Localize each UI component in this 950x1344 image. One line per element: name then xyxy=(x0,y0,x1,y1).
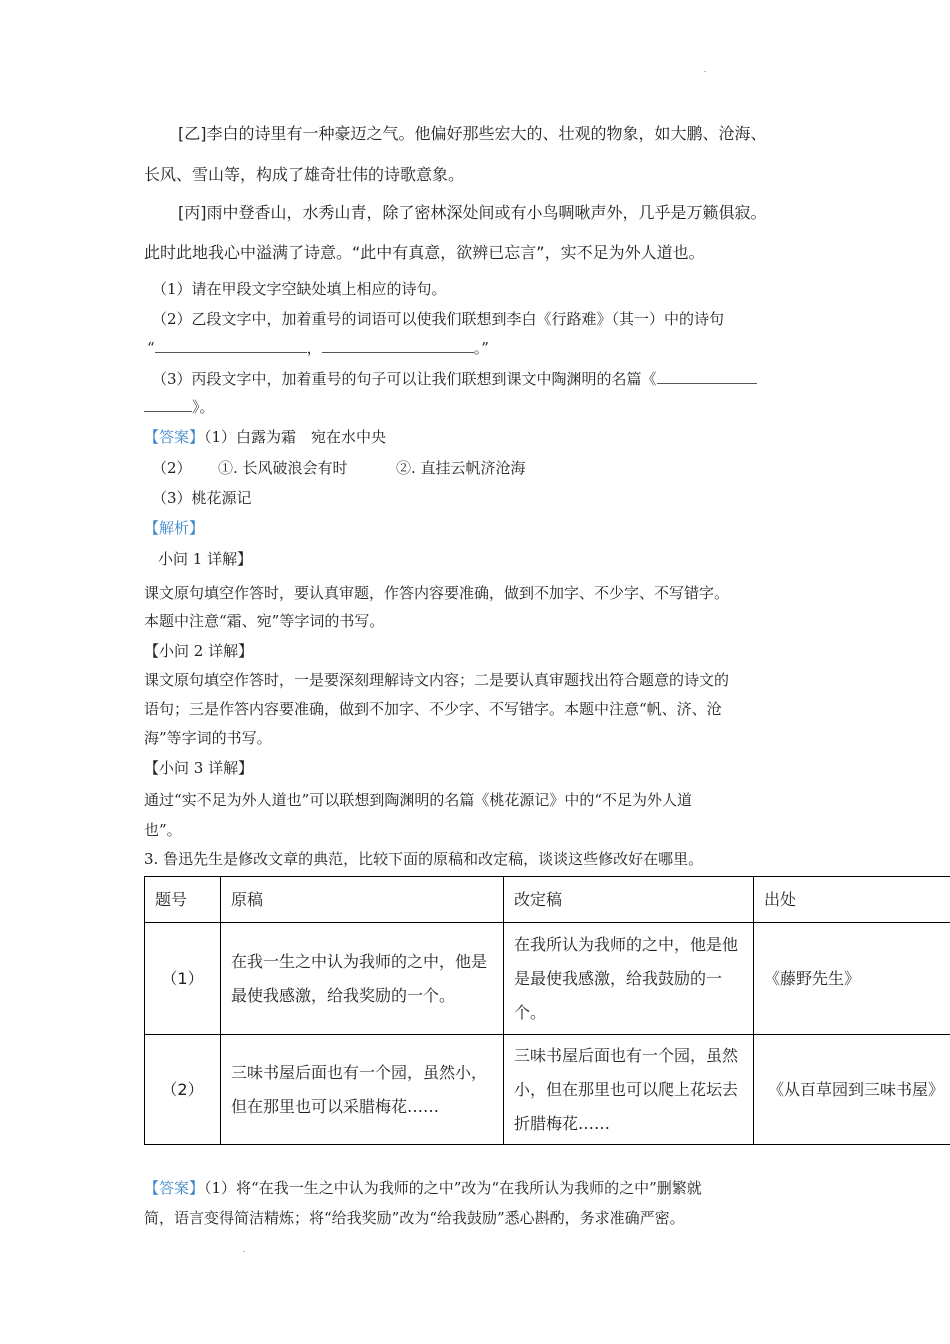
quote-close: 。” xyxy=(473,339,489,357)
final-answer-text: （1）将“在我一生之中认为我师的之中”改为“在我所认为我师的之中”删繁就 xyxy=(204,1179,702,1197)
question-3-text: （3）丙段文字中，加着重号的句子可以让我们联想到课文中陶渊明的名篇《 xyxy=(152,370,657,388)
table-row xyxy=(145,923,950,1035)
sub3-line1: 通过“实不足为外人道也”可以联想到陶渊明的名篇《桃花源记》中的“不足为外人道 xyxy=(144,791,693,809)
fill-blank-1[interactable] xyxy=(155,338,307,353)
question-1: （1）请在甲段文字空缺处填上相应的诗句。 xyxy=(152,280,447,298)
fill-blank-3a[interactable] xyxy=(657,369,757,384)
row-revised: 在我所认为我师的之中，他是他是最使我感激，给我鼓励的一个。 xyxy=(504,923,754,1035)
sub1-line2: 本题中注意“霜、宛”等字词的书写。 xyxy=(144,612,385,630)
quote-open: “ xyxy=(147,339,155,357)
sub2-line2: 语句；三是作答内容要准确，做到不加字、不少字、不写错字。本题中注意“帆、济、沧 xyxy=(144,700,722,718)
page-speck-top xyxy=(704,71,706,72)
final-answer-line1 xyxy=(144,1177,702,1198)
header-source: 出处 xyxy=(754,877,950,923)
sub3-title: 【小问 3 详解】 xyxy=(144,759,254,777)
answer-2b: ②. 直挂云帆济沧海 xyxy=(396,459,526,477)
paragraph-yi-line2: 长风、雪山等，构成了雄奇壮伟的诗歌意象。 xyxy=(144,165,465,184)
answer-2-number: （2） xyxy=(152,459,192,477)
final-answer-label: 【答案】 xyxy=(144,1179,205,1197)
row-original: 在我一生之中认为我师的之中，他是最使我感激，给我奖励的一个。 xyxy=(221,923,504,1035)
paragraph-yi-line1: [乙]李白的诗里有一种豪迈之气。他偏好那些宏大的、壮观的物象，如大鹏、沧海、 xyxy=(178,124,767,143)
sub2-line3: 海”等字词的书写。 xyxy=(144,729,272,747)
fill-blank-3b[interactable] xyxy=(144,397,192,412)
row-original: 三味书屋后面也有一个园，虽然小，但在那里也可以采腊梅花…… xyxy=(221,1035,504,1145)
sub1-title: 小问 1 详解】 xyxy=(158,550,253,568)
answer-3: （3）桃花源记 xyxy=(152,489,252,507)
question-2-line2 xyxy=(147,337,489,358)
answer-1: （1）白露为霜 宛在水中央 xyxy=(204,428,387,446)
header-revised: 改定稿 xyxy=(504,877,754,923)
header-original: 原稿 xyxy=(221,877,504,923)
analysis-label: 【解析】 xyxy=(144,519,205,537)
header-number: 题号 xyxy=(145,877,221,923)
sub2-title: 【小问 2 详解】 xyxy=(144,642,254,660)
answer-label: 【答案】 xyxy=(144,428,205,446)
row-source: 《藤野先生》 xyxy=(754,923,950,1035)
sub1-line1: 课文原句填空作答时，要认真审题，作答内容要准确，做到不加字、不少字、不写错字。 xyxy=(144,584,730,602)
row-revised: 三味书屋后面也有一个园，虽然小，但在那里也可以爬上花坛去折腊梅花…… xyxy=(504,1035,754,1145)
revision-table xyxy=(144,876,950,1145)
blank-separator: ， xyxy=(306,339,322,357)
paragraph-bing-line2: 此时此地我心中溢满了诗意。“此中有真意，欲辨已忘言”，实不足为外人道也。 xyxy=(144,243,705,262)
sub3-line2: 也”。 xyxy=(144,821,182,839)
table-header-row xyxy=(145,877,950,923)
table-row xyxy=(145,1035,950,1145)
question-3-close: 》。 xyxy=(192,398,215,416)
sub2-line1: 课文原句填空作答时，一是要深刻理解诗文内容；二是要认真审题找出符合题意的诗文的 xyxy=(144,671,730,689)
question-3-line1 xyxy=(152,368,757,389)
final-answer-line2: 简，语言变得简洁精炼；将“给我奖励”改为“给我鼓励”悉心斟酌，务求准确严密。 xyxy=(144,1209,685,1227)
answer-line-1 xyxy=(144,426,386,447)
page-speck-bottom xyxy=(243,1251,245,1252)
paragraph-bing-line1: [丙]雨中登香山，水秀山青，除了密林深处间或有小鸟啁啾声外，几乎是万籁俱寂。 xyxy=(178,203,767,222)
row-number: （1） xyxy=(145,923,221,1035)
row-source: 《从百草园到三味书屋》 xyxy=(754,1035,950,1145)
question-3-line2 xyxy=(144,396,215,417)
answer-2a: ①. 长风破浪会有时 xyxy=(218,459,348,477)
fill-blank-2[interactable] xyxy=(322,338,474,353)
question-3-prompt: 3. 鲁迅先生是修改文章的典范，比较下面的原稿和改定稿，谈谈这些修改好在哪里。 xyxy=(144,850,704,868)
question-2-line1: （2）乙段文字中，加着重号的词语可以使我们联想到李白《行路难》（其一）中的诗句 xyxy=(152,310,725,328)
row-number: （2） xyxy=(145,1035,221,1145)
